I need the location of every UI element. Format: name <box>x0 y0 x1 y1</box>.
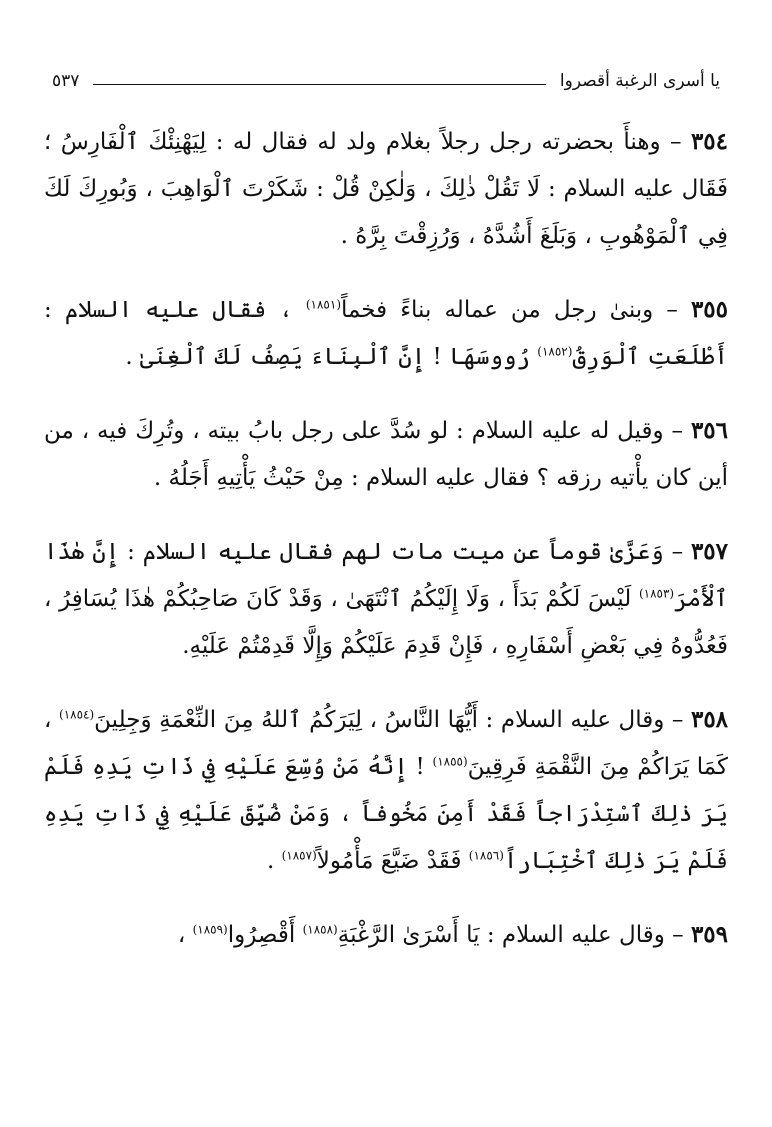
footnote-marker: (١٨٥١) <box>305 297 341 312</box>
saying-number: ٣٥٥ <box>690 296 729 323</box>
saying-text: ، كَمَا يَرَاكُمْ مِنَ النَّقْمَةِ فَرِقِينَ <box>44 707 728 780</box>
header-rule <box>93 84 545 85</box>
saying-text: – وبنىٰ رجل من عماله بناءً فخماً <box>341 297 678 323</box>
saying-text: رُووسَهَا ! إِنَّ ٱلْبِنَاءَ يَصِفُ لَكَ ٱلْغِنَىٰ . <box>125 344 530 370</box>
saying-number: ٣٥٦ <box>690 417 728 444</box>
saying-number: ٣٥٤ <box>690 128 729 155</box>
footnote-marker: (١٨٥٤) <box>59 707 95 722</box>
footnote-marker: (١٨٥٥) <box>432 754 468 769</box>
saying-text: لَيْسَ لَكُمْ بَدَأَ ، وَلَا إِلَيْكُمُ ٱنْتَهَىٰ ، وَقَدْ كَانَ صَاحِبُكُمْ هٰذَا يُسَافِرُ ، فَعُدُّوهُ فِي بَعْضِ أَسْفَارِهِ ، فَإِنْ قَدِمَ عَلَيْكُمْ وَإِلَّا قَدِمْتُمْ عَلَيْهِ. <box>44 586 728 659</box>
saying-357 <box>44 528 728 670</box>
footnote-marker: (١٨٥٢) <box>537 344 573 359</box>
saying-text: – وقيل له عليه السلام : لو سُدَّ على رجل بابُ بيته ، وتُرِكَ فيه ، من أين كان يأْتيه رزقه ؟ فقال عليه السلام : مِنْ حَيْثُ يَأْتِيهِ أَجَلُهُ . <box>44 418 728 491</box>
saying-359 <box>44 911 728 959</box>
saying-text: أَقْصِرُوا <box>227 922 296 948</box>
saying-text: ، <box>177 922 186 948</box>
footnote-marker: (١٨٥٨) <box>302 922 338 937</box>
saying-text: – وَعَزَّىٰ قوماً عن ميت مات لهم فقال عليه السلام : إِنَّ هٰذَا ٱلْأَمْرَ <box>44 539 729 612</box>
saying-number: ٣٥٧ <box>690 538 728 565</box>
footnote-marker: (١٨٥٦) <box>468 848 504 863</box>
saying-text: – وهنأَ بحضرته رجل رجلاً بغلام ولد له فقال له : لِيَهْنِئْكَ ٱلْفَارِسُ ؛ فَقَال عليه السلام : لَا تَقُلْ ذٰلِكَ ، وَلٰكِنْ قُلْ : شَكَرْتَ ٱلْوَاهِبَ ، وَبُورِكَ لَكَ فِي ٱلْمَوْهُوبِ ، وَبَلَغَ أَشُدَّهُ ، وَرُزِقْتَ بِرَّهُ . <box>44 129 728 249</box>
footnote-marker: (١٨٥٩) <box>192 922 228 937</box>
saying-text: – وقال عليه السلام : أَيُّهَا النَّاسُ ، لِيَرَكُمُ ٱللهُ مِنَ النِّعْمَةِ وَجِلِينَ <box>94 707 684 733</box>
page-number: ٥٣٧ <box>52 71 80 91</box>
running-title: يا أسرى الرغبة أقصروا <box>559 71 720 91</box>
saying-text: ، فقال عليه السلام : أَطْلَعَتِ ٱلْوَرِقُ <box>44 297 728 370</box>
saying-number: ٣٥٩ <box>690 921 728 948</box>
running-header <box>52 66 720 96</box>
footnote-marker: (١٨٥٧) <box>281 848 317 863</box>
body-text <box>44 118 728 985</box>
saying-356 <box>44 407 728 502</box>
saying-358 <box>44 696 728 885</box>
saying-355 <box>44 286 728 381</box>
saying-text: . <box>266 848 275 874</box>
footnote-marker: (١٨٥٣) <box>638 586 675 601</box>
saying-text: فَقَدْ ضَيَّعَ مَأْمُولاً <box>316 848 462 874</box>
saying-text: ! إِنَّهُ مَنْ وُسِّعَ عَلَيْهِ فِي ذَاتِ يَدِهِ فَلَمْ يَرَ ذٰلِكَ ٱسْتِدْرَاجاً فَقَدْ أَمِنَ مَخُوفاً ، وَمَنْ ضُيِّقَ عَلَيْهِ فِي ذَاتِ يَدِهِ فَلَمْ يَرَ ذٰلِكَ ٱخْتِبَاراً <box>44 754 728 874</box>
saying-354 <box>44 118 728 260</box>
saying-number: ٣٥٨ <box>690 706 729 733</box>
saying-text: – وقال عليه السلام : يَا أَسْرَىٰ الرَّغْبَةِ <box>337 922 684 948</box>
